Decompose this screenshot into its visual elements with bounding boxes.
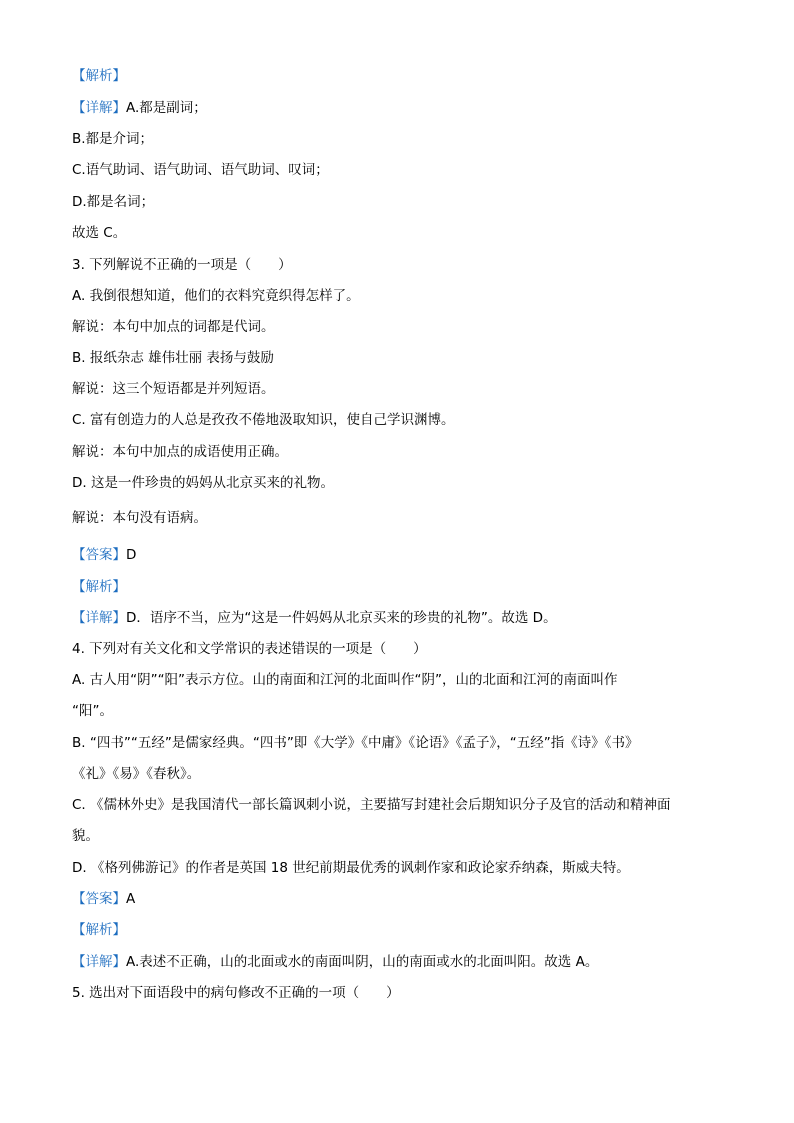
option-b-continued xyxy=(72,764,732,784)
explanation-d xyxy=(72,508,732,528)
analysis-heading xyxy=(72,577,732,597)
detail-line xyxy=(72,608,732,628)
option-a xyxy=(72,286,732,306)
line-text: A xyxy=(126,891,136,907)
line-1 xyxy=(72,66,732,86)
section-tag: 【解析】 xyxy=(72,922,126,938)
line-text: D．语序不当，应为“这是一件妈妈从北京买来的珍贵的礼物”。故选 D。 xyxy=(126,610,557,626)
section-tag: 【详解】 xyxy=(72,954,126,970)
line-text: 3. 下列解说不正确的一项是（ ） xyxy=(72,257,292,273)
line-text: A. 我倒很想知道，他们的衣料究竟织得怎样了。 xyxy=(72,288,360,304)
explanation-c xyxy=(72,442,732,462)
option-b xyxy=(72,348,732,368)
line-3 xyxy=(72,129,732,149)
line-text: D.都是名词； xyxy=(72,194,155,210)
line-6 xyxy=(72,223,732,243)
explanation-a xyxy=(72,317,732,337)
line-5 xyxy=(72,192,732,212)
line-text: B. 报纸杂志 雄伟壮丽 表扬与鼓励 xyxy=(72,350,274,366)
line-text: “阳”。 xyxy=(72,703,113,719)
option-d xyxy=(72,858,732,878)
detail-line xyxy=(72,952,732,972)
line-4 xyxy=(72,160,732,180)
line-2 xyxy=(72,98,732,118)
line-text: A.表述不正确，山的北面或水的南面叫阴，山的南面或水的北面叫阳。故选 A。 xyxy=(126,954,599,970)
section-tag: 【解析】 xyxy=(72,579,126,595)
option-a-continued xyxy=(72,701,732,721)
question-4-stem xyxy=(72,639,732,659)
section-tag: 【解析】 xyxy=(72,68,126,84)
line-text: A. 古人用“阴”“阳”表示方位。山的南面和江河的北面叫作“阴”，山的北面和江河的南面叫作 xyxy=(72,672,618,688)
question-3-stem xyxy=(72,255,732,275)
option-c xyxy=(72,410,732,430)
question-5-stem xyxy=(72,983,732,1003)
line-text: 貌。 xyxy=(72,828,99,844)
line-text: A.都是副词； xyxy=(126,100,207,116)
line-text: 4. 下列对有关文化和文学常识的表述错误的一项是（ ） xyxy=(72,641,427,657)
line-text: 解说：本句中加点的成语使用正确。 xyxy=(72,444,288,460)
line-text: 5. 选出对下面语段中的病句修改不正确的一项（ ） xyxy=(72,985,400,1001)
explanation-b xyxy=(72,379,732,399)
line-text: 解说：本句中加点的词都是代词。 xyxy=(72,319,275,335)
line-text: 故选 C。 xyxy=(72,225,127,241)
section-tag: 【答案】 xyxy=(72,547,126,563)
line-text: B. “四书”“五经”是儒家经典。“四书”即《大学》《中庸》《论语》《孟子》，“五经”指《诗》《书》 xyxy=(72,735,639,751)
line-text: 解说：这三个短语都是并列短语。 xyxy=(72,381,275,397)
option-c-continued xyxy=(72,826,732,846)
section-tag: 【详解】 xyxy=(72,100,126,116)
answer-line xyxy=(72,545,732,565)
option-b xyxy=(72,733,732,753)
section-tag: 【答案】 xyxy=(72,891,126,907)
analysis-heading xyxy=(72,920,732,940)
line-text: 解说：本句没有语病。 xyxy=(72,510,207,526)
line-text: B.都是介词； xyxy=(72,131,154,147)
answer-line xyxy=(72,889,732,909)
line-text: D xyxy=(126,547,137,563)
line-text: 《礼》《易》《春秋》。 xyxy=(72,766,201,782)
line-text: D. 《格列佛游记》的作者是英国 18 世纪前期最优秀的讽刺作家和政论家乔纳森，斯威夫特。 xyxy=(72,860,630,876)
line-text: D. 这是一件珍贵的妈妈从北京买来的礼物。 xyxy=(72,475,334,491)
option-c xyxy=(72,795,732,815)
option-a xyxy=(72,670,732,690)
line-text: C. 富有创造力的人总是孜孜不倦地汲取知识，使自己学识渊博。 xyxy=(72,412,455,428)
line-text: C.语气助词、语气助词、语气助词、叹词； xyxy=(72,162,329,178)
line-text: C. 《儒林外史》是我国清代一部长篇讽刺小说，主要描写封建社会后期知识分子及官的活动和精神面 xyxy=(72,797,671,813)
section-tag: 【详解】 xyxy=(72,610,126,626)
option-d xyxy=(72,473,732,493)
